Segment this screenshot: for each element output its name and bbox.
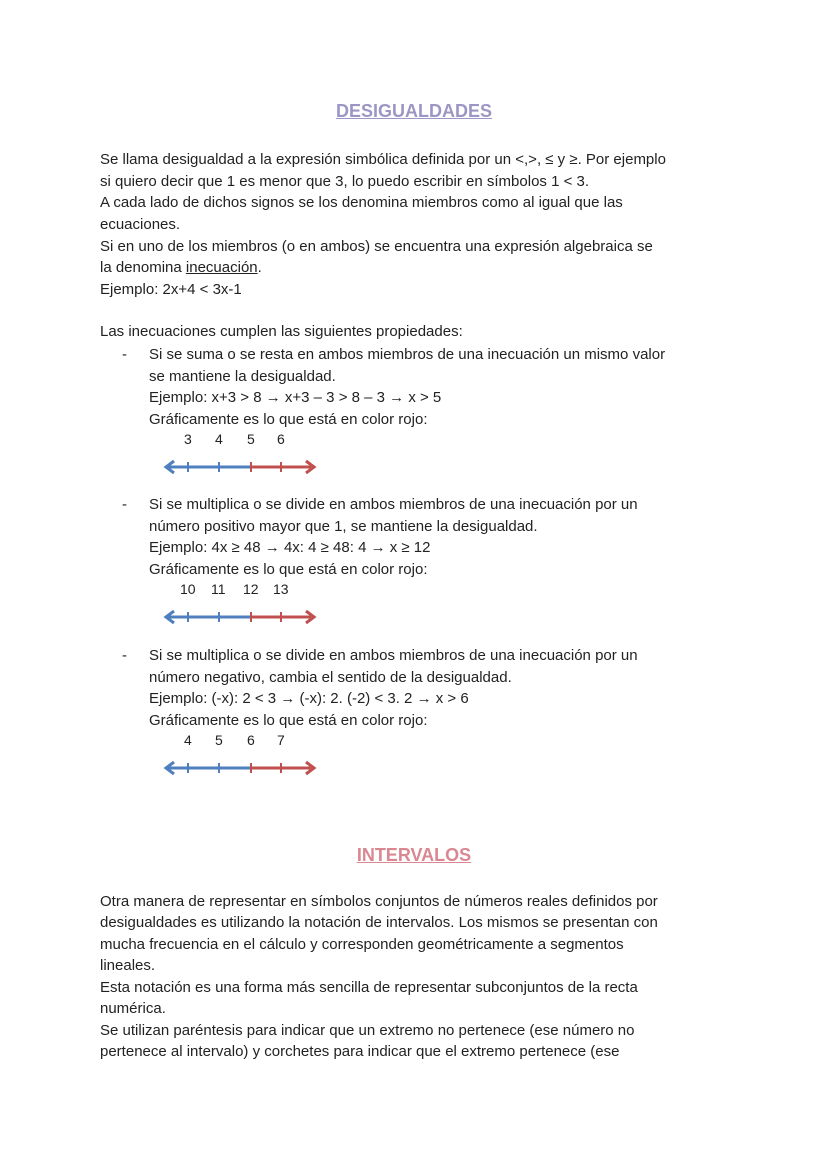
intervals-line: pertenece al intervalo) y corchetes para indicar que el extremo pertenece (ese <box>100 1043 620 1060</box>
intro-example: Ejemplo: 2x+4 < 3x-1 <box>100 281 242 298</box>
property-line: Si se multiplica o se divide en ambos miembros de una inecuación por un <box>149 647 638 664</box>
tick-label: 4 <box>215 431 223 447</box>
property-line: Gráficamente es lo que está en color rojo: <box>149 410 428 428</box>
intro-line <box>100 258 262 278</box>
property-line: número negativo, cambia el sentido de la desigualdad. <box>149 668 512 686</box>
term-inecuacion: inecuación <box>185 259 258 276</box>
tick-label: 12 <box>243 581 259 597</box>
tick-label: 11 <box>211 581 226 597</box>
intro-text: . <box>257 259 262 276</box>
property-line: Gráficamente es lo que está en color rojo: <box>149 560 428 578</box>
property-line: número positivo mayor que 1, se mantiene la desigualdad. <box>149 517 538 535</box>
intro-line: si quiero decir que 1 es menor que 3, lo puedo escribir en símbolos 1 < 3. <box>100 173 590 190</box>
bullet-dash: - <box>122 346 127 363</box>
property-line: se mantiene la desigualdad. <box>149 367 336 385</box>
tick-label: 10 <box>180 581 196 597</box>
intro-line: A cada lado de dichos signos se los denomina miembros como al igual que las <box>100 194 623 211</box>
intervals-line: mucha frecuencia en el cálculo y corresponden geométricamente a segmentos <box>100 936 624 953</box>
tick-label: 5 <box>247 431 255 447</box>
tick-label: 3 <box>184 431 192 447</box>
property-line: Ejemplo: 4x ≥ 48 → 4x: 4 ≥ 48: 4 → x ≥ 12 <box>149 539 431 556</box>
bullet-dash: - <box>122 647 127 664</box>
tick-label: 6 <box>277 431 285 447</box>
tick-label: 7 <box>277 732 285 748</box>
tick-label: 13 <box>273 581 289 597</box>
property-line: Ejemplo: x+3 > 8 → x+3 – 3 > 8 – 3 → x > 5 <box>149 389 442 406</box>
bullet-dash: - <box>122 496 127 513</box>
title-intervalos: INTERVALOS <box>356 845 472 865</box>
tick-label: 6 <box>247 732 255 748</box>
intro-line: Se llama desigualdad a la expresión simbólica definida por un <,>, ≤ y ≥. Por ejemplo <box>100 151 666 168</box>
intervals-line: desigualdades es utilizando la notación de intervalos. Los mismos se presentan con <box>100 914 658 931</box>
intervals-line: lineales. <box>100 957 156 974</box>
intro-line: Si en uno de los miembros (o en ambos) se encuentra una expresión algebraica se <box>100 238 653 255</box>
property-line: Si se suma o se resta en ambos miembros de una inecuación un mismo valor <box>149 346 666 363</box>
intro-line: ecuaciones. <box>100 216 181 233</box>
number-line <box>0 457 828 477</box>
intervals-line: Se utilizan paréntesis para indicar que un extremo no pertenece (ese número no <box>100 1022 635 1039</box>
title-desigualdades: DESIGUALDADES <box>335 101 492 121</box>
intervals-line: Esta notación es una forma más sencilla de representar subconjuntos de la recta <box>100 979 638 996</box>
properties-heading: Las inecuaciones cumplen las siguientes propiedades: <box>100 323 463 340</box>
property-line: Si se multiplica o se divide en ambos miembros de una inecuación por un <box>149 496 638 513</box>
number-line <box>0 607 828 627</box>
intro-text: la denomina <box>100 259 186 276</box>
number-line <box>0 758 828 778</box>
property-line: Gráficamente es lo que está en color rojo: <box>149 711 428 729</box>
tick-label: 5 <box>215 732 223 748</box>
tick-label: 4 <box>184 732 192 748</box>
intervals-line: numérica. <box>100 1000 166 1017</box>
property-line: Ejemplo: (-x): 2 < 3 → (-x): 2. (-2) < 3. 2 → x > 6 <box>149 690 469 707</box>
intervals-line: Otra manera de representar en símbolos conjuntos de números reales definidos por <box>100 893 658 910</box>
